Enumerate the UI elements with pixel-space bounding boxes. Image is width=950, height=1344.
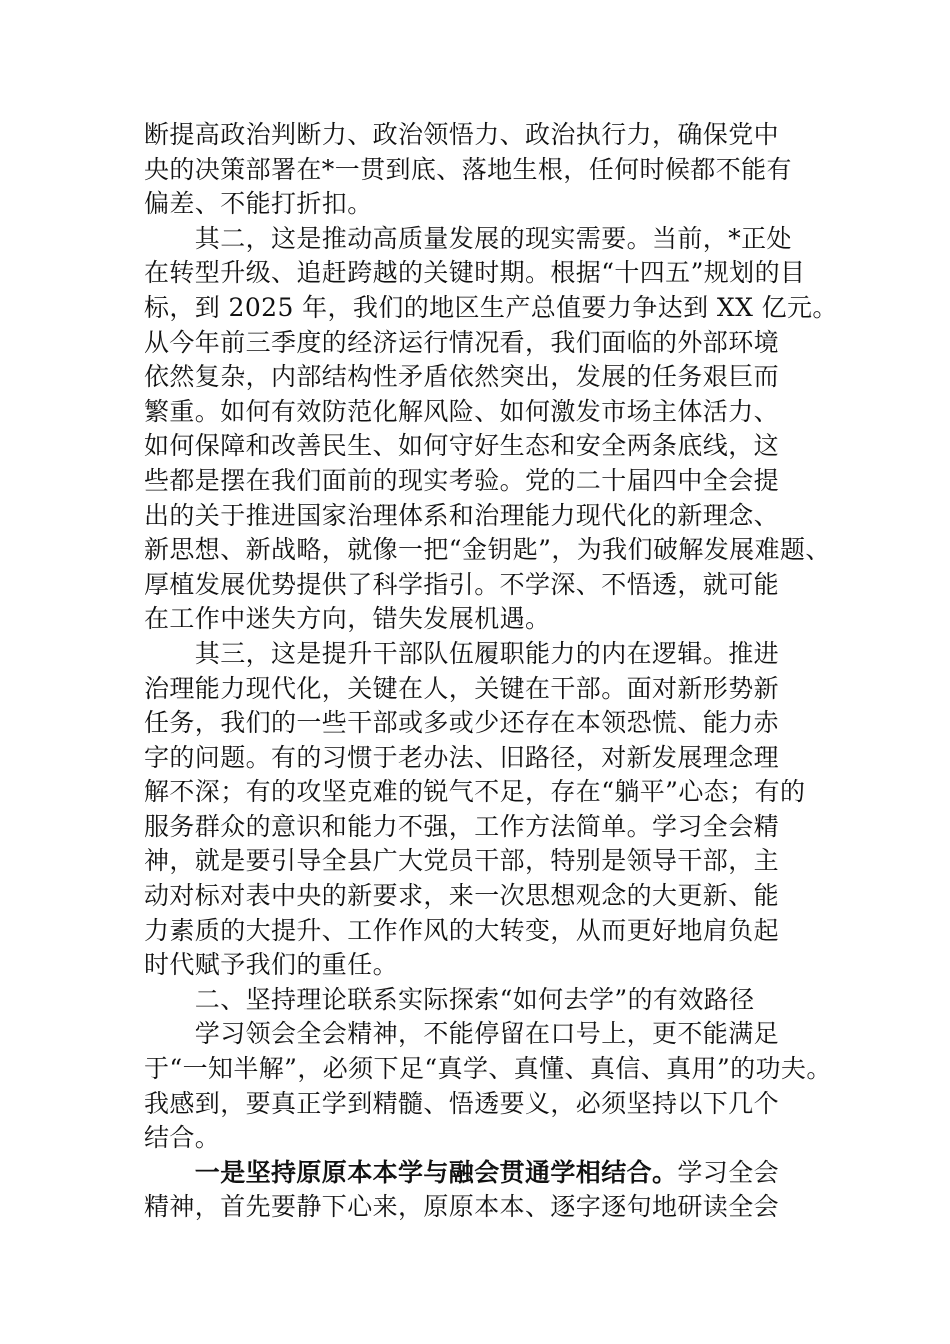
text-line: 服务群众的意识和能力不强，工作方法简单。学习全会精: [144, 811, 780, 841]
text-line: 在转型升级、追赶跨越的关键时期。根据“十四五”规划的目: [144, 258, 806, 288]
text-line: 些都是摆在我们面前的现实考验。党的二十届四中全会提: [144, 465, 780, 495]
text-line: 任务，我们的一些干部或多或少还存在本领恐慌、能力赤: [144, 708, 780, 738]
text-line: 我感到，要真正学到精髓、悟透要义，必须坚持以下几个: [144, 1088, 780, 1118]
text-line: 从今年前三季度的经济运行情况看，我们面临的外部环境: [144, 327, 780, 357]
text-line-mixed: [144, 1156, 808, 1191]
text-line: 结合。: [144, 1123, 221, 1153]
text-line: 动对标对表中央的新要求，来一次思想观念的大更新、能: [144, 881, 780, 911]
text-line: 力素质的大提升、工作作风的大转变，从而更好地肩负起: [144, 915, 780, 945]
text-line: 出的关于推进国家治理体系和治理能力现代化的新理念、: [144, 500, 780, 530]
text-line: 如何保障和改善民生、如何守好生态和安全两条底线，这: [144, 431, 780, 461]
text-line: 新思想、新战略，就像一把“金钥匙”，为我们破解发展难题、: [144, 535, 831, 565]
text-line: 在工作中迷失方向，错失发展机遇。: [144, 604, 551, 634]
text-line: 央的决策部署在*一贯到底、落地生根，任何时候都不能有: [144, 154, 792, 184]
text-line: 学习领会全会精神，不能停留在口号上，更不能满足: [144, 1019, 780, 1049]
text-line: 神，就是要引导全县广大党员干部，特别是领导干部，主: [144, 846, 780, 876]
text-line: 厚植发展优势提供了科学指引。不学深、不悟透，就可能: [144, 569, 780, 599]
text-line: 其二，这是推动高质量发展的现实需要。当前，*正处: [144, 223, 792, 253]
text-line: 精神，首先要静下心来，原原本本、逐字逐句地研读全会: [144, 1192, 780, 1222]
lead-tail-text: 学习全会: [677, 1157, 780, 1187]
text-line: 治理能力现代化，关键在人，关键在干部。面对新形势新: [144, 673, 780, 703]
text-line: 其三，这是提升干部队伍履职能力的内在逻辑。推进: [144, 638, 780, 668]
text-line: 标，到 2025 年，我们的地区生产总值要力争达到 XX 亿元。: [144, 292, 838, 322]
text-line: 偏差、不能打折扣。: [144, 189, 373, 219]
text-line: 时代赋予我们的重任。: [144, 950, 399, 980]
text-line: 断提高政治判断力、政治领悟力、政治执行力，确保党中: [144, 120, 780, 149]
text-line: 于“一知半解”，必须下足“真学、真懂、真信、真用”的功夫。: [144, 1054, 832, 1084]
section-heading: 二、坚持理论联系实际探索“如何去学”的有效路径: [144, 984, 755, 1014]
text-line: 解不深；有的攻坚克难的锐气不足，存在“躺平”心态；有的: [144, 777, 806, 807]
text-line: 依然复杂，内部结构性矛盾依然突出，发展的任务艰巨而: [144, 362, 780, 392]
document-body: [144, 118, 838, 1225]
text-line: 字的问题。有的习惯于老办法、旧路径，对新发展理念理: [144, 742, 780, 772]
bold-lead-sentence: 一是坚持原原本本学与融会贯通学相结合。: [144, 1157, 678, 1187]
text-line: 繁重。如何有效防范化解风险、如何激发市场主体活力、: [144, 396, 780, 426]
